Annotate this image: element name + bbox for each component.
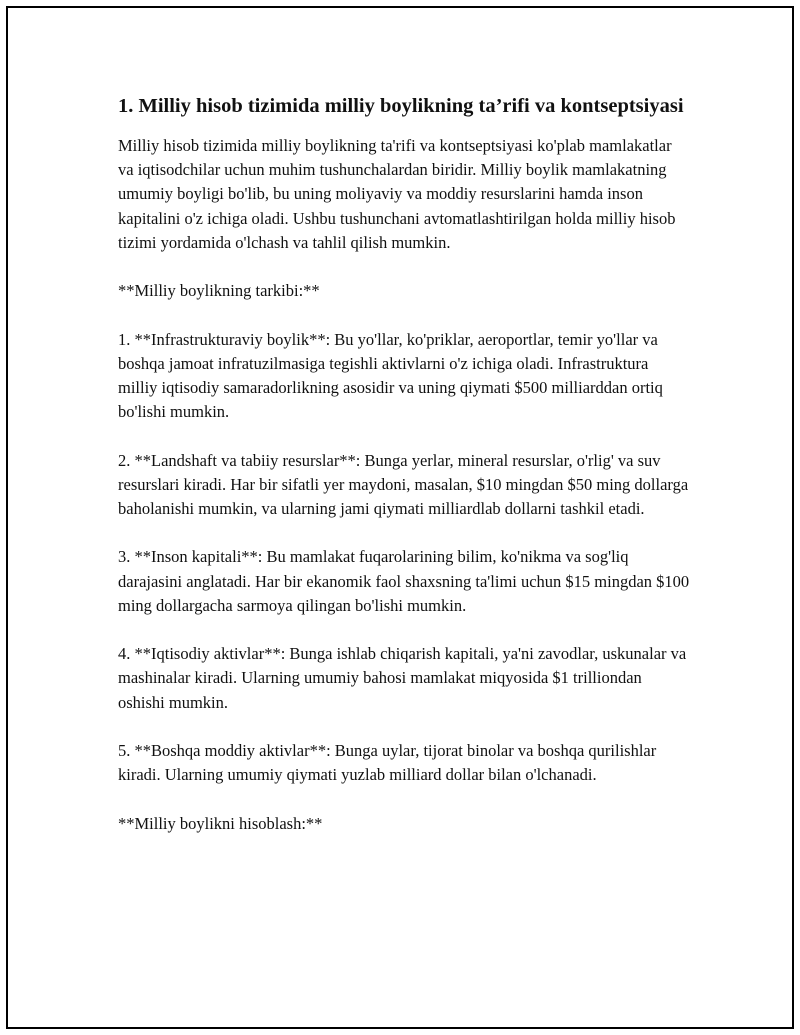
- section-heading-composition: **Milliy boylikning tarkibi:**: [118, 281, 320, 301]
- section-heading-calculation: **Milliy boylikni hisoblash:**: [118, 813, 323, 833]
- document-body: [118, 92, 690, 860]
- list-item-infrastructure: 1. **Infrastrukturaviy boylik**: Bu yo'llar, ko'priklar, aeroportlar, temir yo'llar va boshqa jamoat infratuzilmasiga tegishli aktivlarni o'z ichiga oladi. Infrastruktura milliy iqtisodiy samaradorlikning asosidir va uning qiymati $500 milliarddan ortiq bo'lishi mumkin.: [118, 329, 663, 422]
- list-item-natural-resources: 2. **Landshaft va tabiiy resurslar**: Bunga yerlar, mineral resurslar, o'rlig' va suv resurslari kiradi. Har bir sifatli yer maydoni, masalan, $10 mingdan $50 ming dollarga baholanishi mumkin, va ularning jami qiymati milliardlab dollarni tashkil etadi.: [118, 450, 689, 518]
- intro-paragraph: Milliy hisob tizimida milliy boylikning ta'rifi va kontseptsiyasi ko'plab mamlakatlar va iqtisodchilar uchun muhim tushunchalardan biridir. Milliy boylik mamlakatning umumiy boyligi bo'lib, bu uning moliyaviy va moddiy resurslarini hamda inson kapitalini o'z ichiga oladi. Ushbu tushunchani avtomatlashtirilgan holda milliy hisob tizimi yordamida o'lchash va tahlil qilish mumkin.: [118, 136, 676, 252]
- document-title: 1. Milliy hisob tizimida milliy boylikning ta’rifi va kontseptsiyasi: [118, 95, 684, 117]
- list-item-human-capital: 3. **Inson kapitali**: Bu mamlakat fuqarolarining bilim, ko'nikma va sog'liq darajasini anglatadi. Har bir ekanomik faol shaxsning ta'limi uchun $15 mingdan $100 ming dollargacha sarmoya qilingan bo'lishi mumkin.: [118, 547, 690, 615]
- list-item-economic-assets: 4. **Iqtisodiy aktivlar**: Bunga ishlab chiqarish kapitali, ya'ni zavodlar, uskunalar va mashinalar kiradi. Ularning umumiy bahosi mamlakat miqyosida $1 trilliondan oshishi mumkin.: [118, 644, 687, 712]
- list-item-other-assets: 5. **Boshqa moddiy aktivlar**: Bunga uylar, tijorat binolar va boshqa qurilishlar kiradi. Ularning umumiy qiymati yuzlab milliard dollar bilan o'lchanadi.: [118, 740, 657, 785]
